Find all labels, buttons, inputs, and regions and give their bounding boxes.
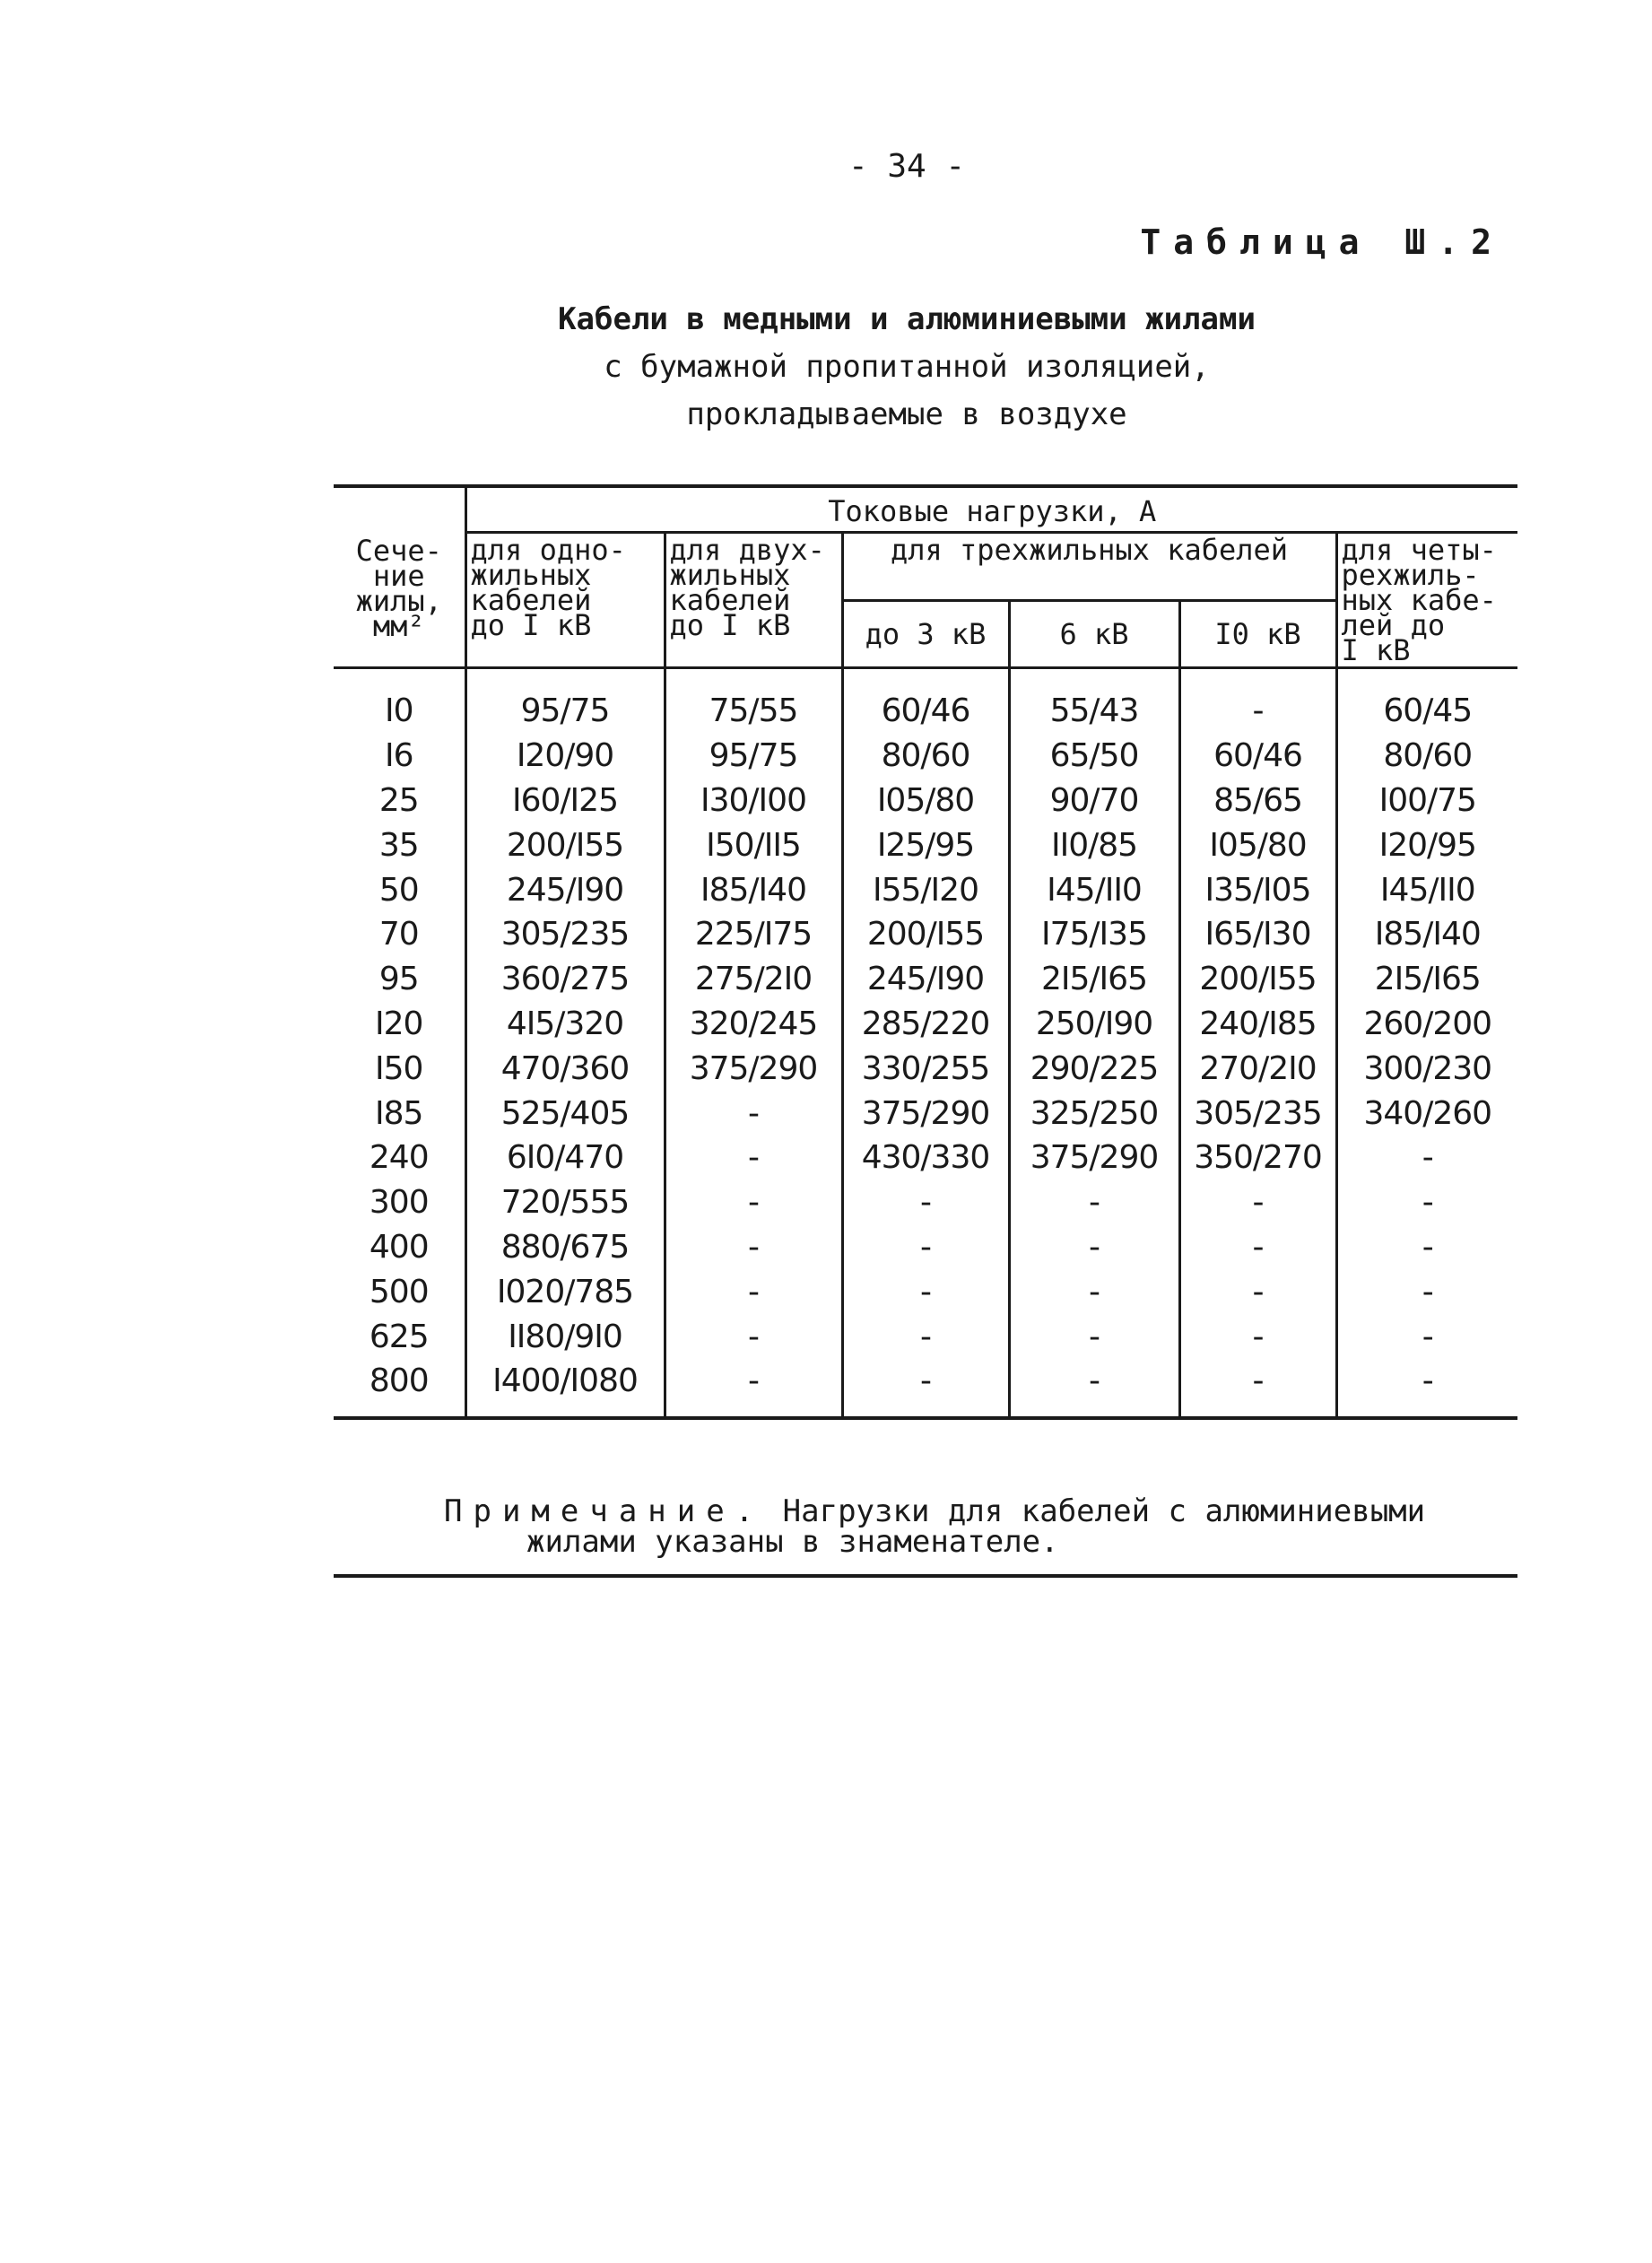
header-single-core: для одно- жильных кабелей до I кВ	[465, 533, 665, 668]
table-row	[334, 957, 1517, 1002]
cell-load-value: 80/60	[1336, 734, 1517, 779]
cell-load-value: 80/60	[842, 734, 1009, 779]
caption-line-1: Кабели в медными и алюминиевыми жилами	[558, 301, 1256, 337]
cell-load-value: 65/50	[1009, 734, 1179, 779]
cell-load-value: -	[1336, 1225, 1517, 1270]
header-up-to-3kv: до 3 кВ	[842, 600, 1009, 668]
table-row	[334, 1136, 1517, 1180]
cell-load-value: -	[665, 1180, 842, 1225]
cell-load-value: 240/I85	[1179, 1002, 1336, 1047]
cell-load-value: -	[1179, 1225, 1336, 1270]
cell-load-value: 375/290	[665, 1046, 842, 1091]
cell-load-value: -	[1009, 1180, 1179, 1225]
cell-load-value: I45/II0	[1336, 867, 1517, 912]
cell-load-value: I05/80	[842, 779, 1009, 823]
cell-load-value: 375/290	[1009, 1136, 1179, 1180]
cell-load-value: 200/I55	[842, 912, 1009, 957]
cell-load-value: I85/I40	[665, 867, 842, 912]
cell-load-value: 470/360	[465, 1046, 665, 1091]
header-6kv: 6 кВ	[1009, 600, 1179, 668]
cell-load-value: 2I5/I65	[1009, 957, 1179, 1002]
page-number: - 34 -	[848, 148, 966, 185]
cell-load-value: -	[1179, 1314, 1336, 1359]
caption-line-3: прокладываемые в воздухе	[686, 396, 1127, 432]
cell-load-value: -	[1336, 1314, 1517, 1359]
table-row	[334, 1091, 1517, 1136]
cell-load-value: 6I0/470	[465, 1136, 665, 1180]
cell-load-value: -	[665, 1225, 842, 1270]
cell-load-value: I65/I30	[1179, 912, 1336, 957]
cell-cross-section: I6	[384, 737, 413, 775]
cell-load-value: I020/785	[465, 1269, 665, 1314]
cell-cross-section: I20	[375, 1005, 423, 1042]
cell-load-value: I55/I20	[842, 867, 1009, 912]
cell-load-value: 880/675	[465, 1225, 665, 1270]
cell-load-value: 720/555	[465, 1180, 665, 1225]
cell-load-value: 305/235	[465, 912, 665, 957]
cell-load-value: 4I5/320	[465, 1002, 665, 1047]
cell-load-value: I75/I35	[1009, 912, 1179, 957]
cell-cross-section: 240	[369, 1139, 429, 1177]
cell-load-value: -	[1009, 1314, 1179, 1359]
table-row	[334, 1269, 1517, 1314]
header-current-loads: Токовые нагрузки, А	[465, 486, 1517, 533]
cell-load-value: -	[1009, 1225, 1179, 1270]
cell-load-value: II80/9I0	[465, 1314, 665, 1359]
table-row	[334, 1359, 1517, 1418]
cell-load-value: 60/45	[1336, 668, 1517, 734]
table-row	[334, 734, 1517, 779]
cell-cross-section: 625	[369, 1318, 429, 1355]
cell-cross-section: I85	[375, 1094, 423, 1132]
cell-load-value: -	[665, 1269, 842, 1314]
cell-load-value: I05/80	[1179, 823, 1336, 867]
cell-load-value: 60/46	[842, 668, 1009, 734]
cell-load-value: 325/250	[1009, 1091, 1179, 1136]
cell-load-value: I25/95	[842, 823, 1009, 867]
cell-load-value: -	[842, 1359, 1009, 1418]
cell-load-value: 430/330	[842, 1136, 1009, 1180]
cell-load-value: -	[842, 1314, 1009, 1359]
cell-load-value: -	[842, 1180, 1009, 1225]
table-row	[334, 1314, 1517, 1359]
cell-cross-section: I0	[384, 692, 413, 730]
cell-load-value: I85/I40	[1336, 912, 1517, 957]
table-row	[334, 867, 1517, 912]
cell-load-value: I00/75	[1336, 779, 1517, 823]
header-three-core: для трехжильных кабелей	[842, 533, 1336, 601]
header-two-core: для двух- жильных кабелей до I кВ	[665, 533, 842, 668]
cell-load-value: -	[1179, 1180, 1336, 1225]
cell-load-value: 245/I90	[465, 867, 665, 912]
cell-load-value: 350/270	[1179, 1136, 1336, 1180]
cell-load-value: -	[842, 1269, 1009, 1314]
cell-load-value: -	[1336, 1180, 1517, 1225]
cell-load-value: 330/255	[842, 1046, 1009, 1091]
cell-load-value: -	[665, 1091, 842, 1136]
cell-load-value: 300/230	[1336, 1046, 1517, 1091]
cell-load-value: 360/275	[465, 957, 665, 1002]
cell-cross-section: 35	[378, 826, 419, 864]
cell-load-value: 2I5/I65	[1336, 957, 1517, 1002]
cell-load-value: 270/2I0	[1179, 1046, 1336, 1091]
cell-load-value: -	[1336, 1136, 1517, 1180]
cell-load-value: -	[1336, 1359, 1517, 1418]
cell-load-value: 200/I55	[465, 823, 665, 867]
cell-load-value: I30/I00	[665, 779, 842, 823]
cell-cross-section: 95	[378, 961, 419, 998]
cell-load-value: 285/220	[842, 1002, 1009, 1047]
cell-load-value: 320/245	[665, 1002, 842, 1047]
header-cross-section: Сече- ние жилы, мм²	[334, 486, 465, 668]
cell-load-value: -	[1336, 1269, 1517, 1314]
cell-cross-section: 25	[378, 781, 419, 819]
cell-load-value: 340/260	[1336, 1091, 1517, 1136]
cell-load-value: I20/95	[1336, 823, 1517, 867]
cell-load-value: -	[842, 1225, 1009, 1270]
cell-cross-section: I50	[375, 1049, 423, 1087]
table-row	[334, 779, 1517, 823]
cell-cross-section: 70	[378, 916, 419, 953]
cell-load-value: 60/46	[1179, 734, 1336, 779]
header-four-core: для четы- рехжиль- ных кабе- лей до I кВ	[1336, 533, 1517, 668]
cell-load-value: -	[1009, 1359, 1179, 1418]
caption-line-2: с бумажной пропитанной изоляцией,	[604, 349, 1210, 385]
table-row	[334, 823, 1517, 867]
bottom-rule	[334, 1574, 1517, 1578]
cell-load-value: 225/I75	[665, 912, 842, 957]
table-caption	[0, 296, 1652, 439]
cell-cross-section: 800	[369, 1362, 429, 1400]
table-row	[334, 912, 1517, 957]
cell-load-value: 85/65	[1179, 779, 1336, 823]
cell-load-value: 375/290	[842, 1091, 1009, 1136]
cell-load-value: I60/I25	[465, 779, 665, 823]
table-row	[334, 1225, 1517, 1270]
cell-load-value: 245/I90	[842, 957, 1009, 1002]
table-row	[334, 1046, 1517, 1091]
cell-load-value: I20/90	[465, 734, 665, 779]
cell-cross-section: 300	[369, 1184, 429, 1222]
table-row	[334, 1180, 1517, 1225]
cell-load-value: 55/43	[1009, 668, 1179, 734]
table-note	[444, 1493, 1426, 1560]
header-10kv: I0 кВ	[1179, 600, 1336, 668]
cell-cross-section: 400	[369, 1228, 429, 1266]
cell-cross-section: 50	[378, 871, 419, 909]
cell-load-value: I400/I080	[465, 1359, 665, 1418]
cell-load-value: 305/235	[1179, 1091, 1336, 1136]
cell-load-value: 250/I90	[1009, 1002, 1179, 1047]
cell-load-value: 75/55	[665, 668, 842, 734]
cell-load-value: 260/200	[1336, 1002, 1517, 1047]
cell-load-value: I50/II5	[665, 823, 842, 867]
cell-load-value: -	[1009, 1269, 1179, 1314]
cell-load-value: I45/II0	[1009, 867, 1179, 912]
cell-load-value: -	[1179, 1269, 1336, 1314]
table-body	[334, 668, 1517, 1418]
cell-load-value: 525/405	[465, 1091, 665, 1136]
table-label: Таблица Ш.2	[1140, 222, 1504, 262]
cell-load-value: -	[1179, 668, 1336, 734]
current-load-table	[334, 484, 1517, 1420]
cell-load-value: 200/I55	[1179, 957, 1336, 1002]
table-row	[334, 1002, 1517, 1047]
cell-load-value: 95/75	[665, 734, 842, 779]
cell-load-value: -	[665, 1359, 842, 1418]
cell-load-value: 275/2I0	[665, 957, 842, 1002]
cell-load-value: 95/75	[465, 668, 665, 734]
note-text-1: Нагрузки для кабелей с алюминиевыми	[782, 1493, 1426, 1529]
cell-load-value: -	[665, 1136, 842, 1180]
cell-load-value: -	[665, 1314, 842, 1359]
table-row	[334, 668, 1517, 734]
cell-load-value: I35/I05	[1179, 867, 1336, 912]
cell-load-value: 90/70	[1009, 779, 1179, 823]
cell-load-value: 290/225	[1009, 1046, 1179, 1091]
cell-load-value: II0/85	[1009, 823, 1179, 867]
cell-load-value: -	[1179, 1359, 1336, 1418]
note-lead: Примечание.	[444, 1493, 765, 1529]
note-text-2: жилами указаны в знаменателе.	[526, 1524, 1059, 1560]
cell-cross-section: 500	[369, 1273, 429, 1310]
